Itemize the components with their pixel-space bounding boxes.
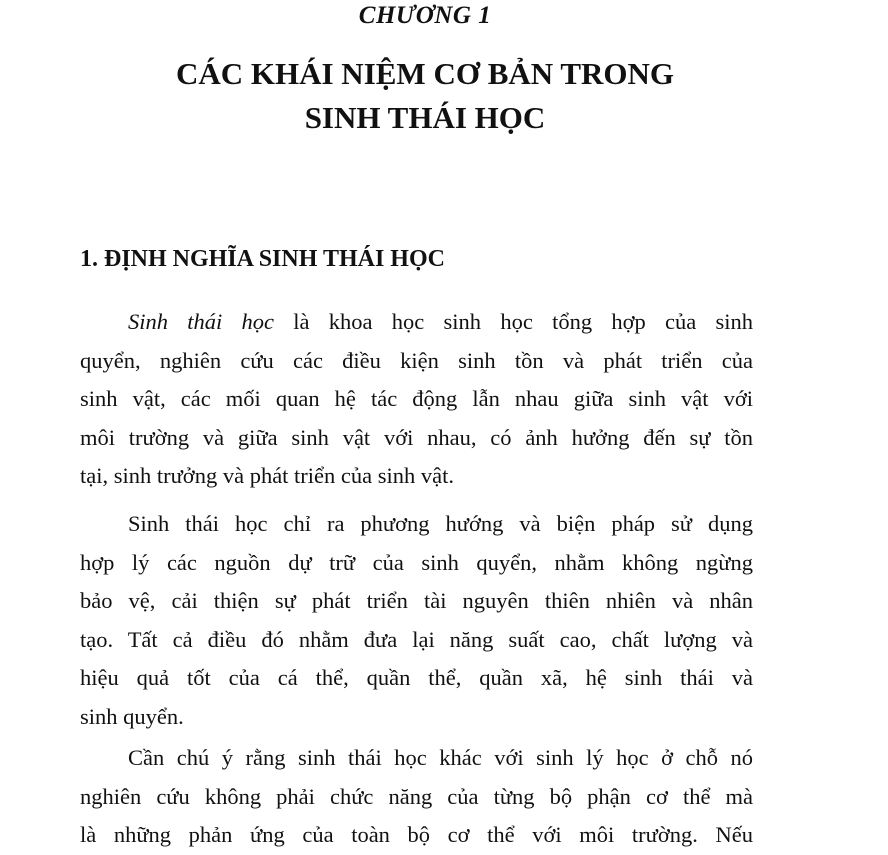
- paragraph-line: hiệu quả tốt của cá thể, quần thể, quần xã, hệ sinh thái và: [80, 665, 753, 690]
- paragraph-line: là những phản ứng của toàn bộ cơ thể với môi trường. Nếu: [80, 822, 753, 847]
- paragraph-line: tạo. Tất cả điều đó nhằm đưa lại năng suất cao, chất lượng và: [80, 626, 753, 652]
- paragraph-line: hợp lý các nguồn dự trữ của sinh quyển, nhằm không ngừng: [80, 549, 753, 575]
- chapter-label: CHƯƠNG 1: [358, 2, 492, 29]
- paragraph-3: [80, 739, 753, 855]
- paragraph-2: [80, 505, 753, 736]
- section-heading: 1. ĐỊNH NGHĨA SINH THÁI HỌC: [80, 246, 445, 272]
- chapter-title: [0, 52, 850, 140]
- paragraph-line: môi trường và giữa sinh vật với nhau, có ảnh hưởng đến sự tồn: [80, 424, 753, 450]
- defined-term: Sinh thái học: [128, 309, 275, 334]
- paragraph-line: bảo vệ, cải thiện sự phát triển tài nguyên thiên nhiên và nhân: [80, 588, 753, 613]
- paragraph-1: [80, 303, 753, 496]
- paragraph-line: Sinh thái học chỉ ra phương hướng và biện pháp sử dụng: [128, 511, 753, 536]
- paragraph-line-text: là khoa học sinh học tổng hợp của sinh: [274, 309, 753, 334]
- paragraph-line: tại, sinh trưởng và phát triển của sinh vật.: [80, 463, 455, 488]
- paragraph-line: sinh quyển.: [80, 703, 184, 729]
- paragraph-line: sinh vật, các mối quan hệ tác động lẫn nhau giữa sinh vật với: [80, 386, 753, 411]
- paragraph-line: Cần chú ý rằng sinh thái học khác với sinh lý học ở chỗ nó: [128, 745, 753, 770]
- paragraph-line: nghiên cứu không phải chức năng của từng bộ phận cơ thể mà: [80, 783, 753, 809]
- paragraph-line: [80, 303, 753, 342]
- chapter-title-line-1: CÁC KHÁI NIỆM CƠ BẢN TRONG: [175, 56, 675, 91]
- paragraph-line: quyển, nghiên cứu các điều kiện sinh tồn và phát triển của: [80, 347, 753, 373]
- chapter-title-line-2: SINH THÁI HỌC: [304, 100, 546, 135]
